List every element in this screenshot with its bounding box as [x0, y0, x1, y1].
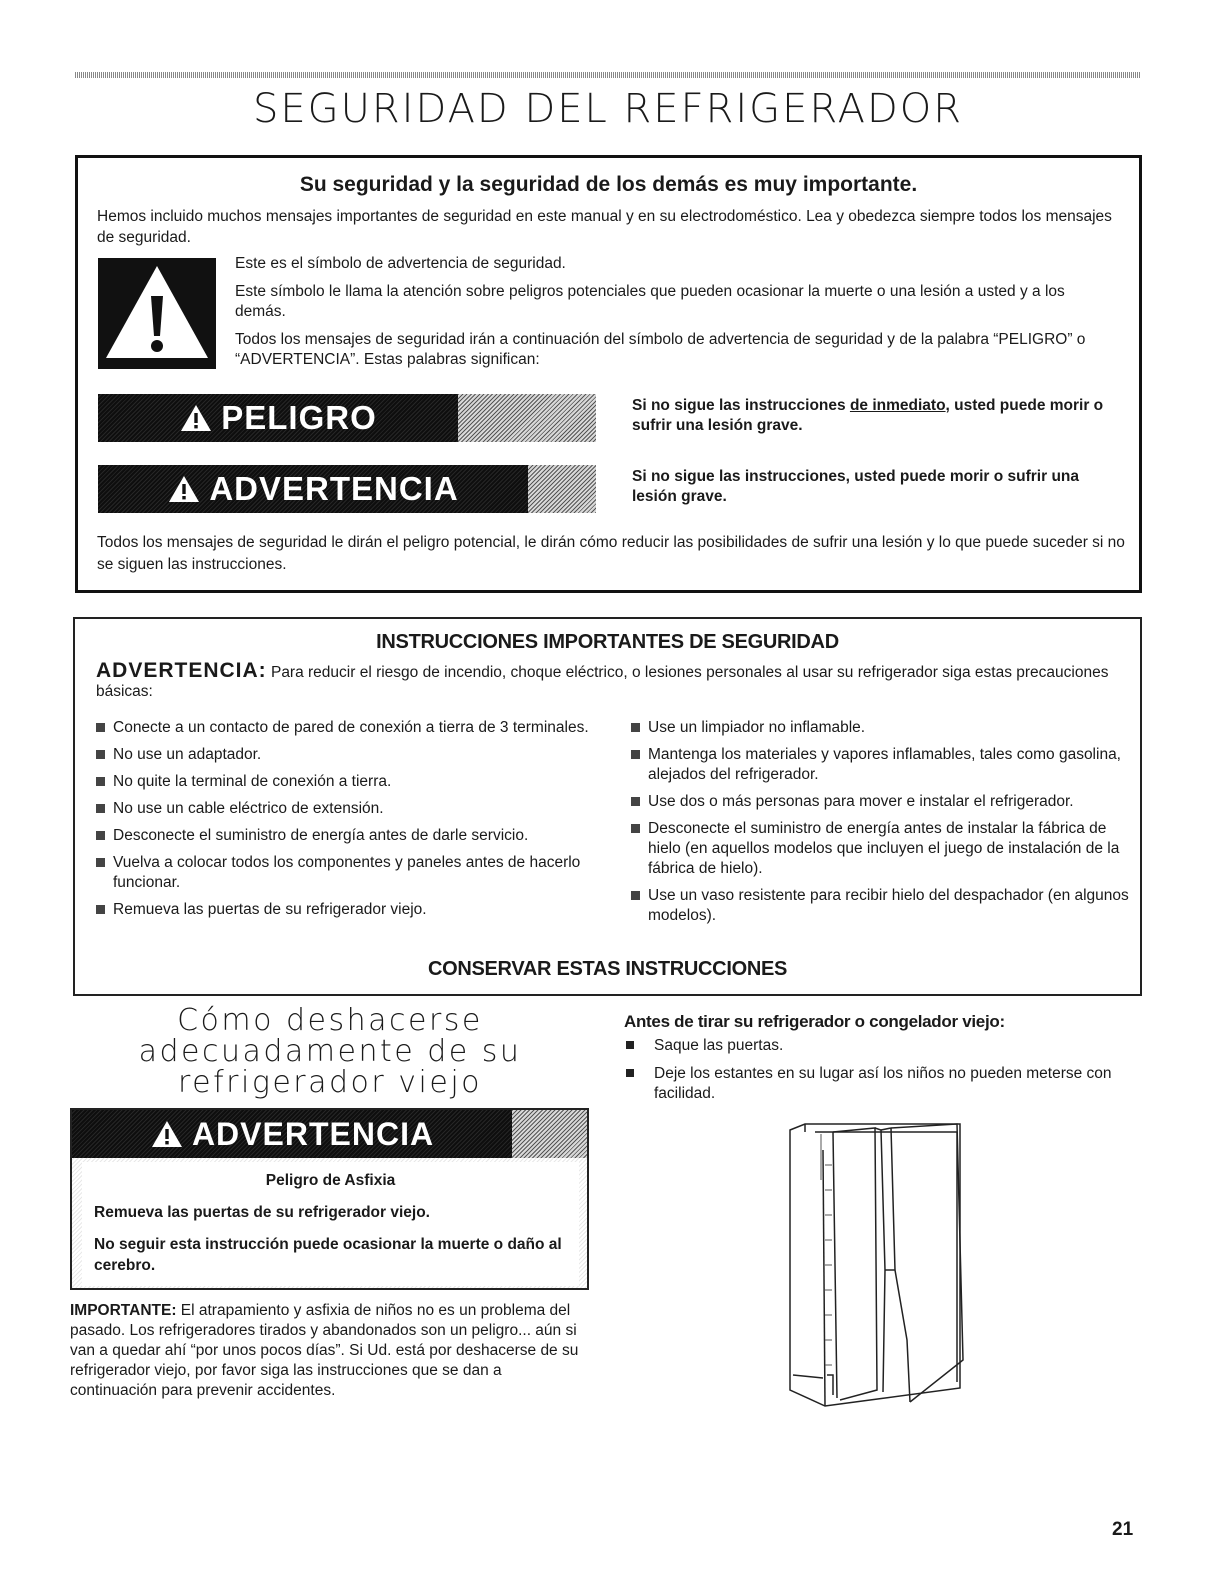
list-item: Conecte a un contacto de pared de conexión a tierra de 3 terminales.: [94, 718, 604, 738]
list-item: Remueva las puertas de su refrigerador viejo.: [94, 900, 604, 920]
alert-triangle-icon: [179, 403, 213, 433]
list-item: Use un limpiador no inflamable.: [629, 718, 1129, 738]
list-item: Desconecte el suministro de energía antes de darle servicio.: [94, 826, 604, 846]
list-item: Deje los estantes en su lugar así los niños no pueden meterse con facilidad.: [622, 1064, 1142, 1104]
page-title: SEGURIDAD DEL REFRIGERADOR: [252, 86, 964, 132]
precautions-left-list: [94, 718, 604, 927]
consequence-text: No seguir esta instrucción puede ocasionar la muerte o daño al cerebro.: [94, 1236, 562, 1274]
list-item: Saque las puertas.: [622, 1036, 1142, 1056]
keep-instructions-footer: CONSERVAR ESTAS INSTRUCCIONES: [427, 958, 788, 980]
advertencia-label: ADVERTENCIA: [209, 470, 459, 507]
advertencia-banner: [98, 465, 596, 513]
page-number: 21: [1112, 1519, 1134, 1540]
action-text: Remueva las puertas de su refrigerador viejo.: [94, 1204, 430, 1221]
important-instructions-box: [73, 617, 1142, 996]
peligro-description: Si no sigue las instrucciones de inmediato, usted puede morir o sufrir una lesión grave.: [632, 397, 1104, 434]
instructions-heading: INSTRUCCIONES IMPORTANTES DE SEGURIDAD: [376, 631, 839, 653]
list-item: Desconecte el suministro de energía antes de instalar la fábrica de hielo (en aquellos modelos que incluyen el juego de instalación de la fábrica de hielo).: [629, 819, 1129, 879]
advertencia-description: Si no sigue las instrucciones, usted puede morir o sufrir una lesión grave.: [632, 468, 1080, 505]
hazard-text: Peligro de Asfixia: [265, 1172, 396, 1189]
alert-triangle-icon: [167, 474, 201, 504]
peligro-label: PELIGRO: [221, 399, 377, 436]
top-rule: [75, 72, 1141, 78]
importante-paragraph: IMPORTANTE: El atrapamiento y asfixia de niños no es un problema del pasado. Los refrigeradores tirados y abandonados son un peligro... aún si van a quedar ahí “por unos pocos días”. Si Ud. está por deshacerse de su refrigerador viejo, por favor siga las instrucciones que se dan a continuación para prevenir accidentes.: [70, 1302, 579, 1399]
disposal-title: Cómo deshacerse adecuadamente de su refrigerador viejo: [138, 1003, 522, 1100]
instructions-warning: ADVERTENCIA: Para reducir el riesgo de incendio, choque eléctrico, o lesiones personales al usar su refrigerador siga estas precauciones básicas:: [96, 659, 1109, 700]
warning-label: ADVERTENCIA:: [96, 659, 267, 682]
list-item: Mantenga los materiales y vapores inflamables, tales como gasolina, alejados del refrigerador.: [629, 745, 1129, 785]
list-item: No use un adaptador.: [94, 745, 604, 765]
safety-importance-box: [75, 155, 1142, 593]
list-item: Use dos o más personas para mover e instalar el refrigerador.: [629, 792, 1129, 812]
symbol-line-2: Este símbolo le llama la atención sobre peligros potenciales que pueden ocasionar la muerte o una lesión a usted y a los demás.: [235, 283, 1065, 320]
list-item: No quite la terminal de conexión a tierra.: [94, 772, 604, 792]
before-disposal-list: [622, 1036, 1142, 1112]
list-item: Vuelva a colocar todos los componentes y paneles antes de hacerlo funcionar.: [94, 853, 604, 893]
safety-heading: Su seguridad y la seguridad de los demás es muy importante.: [299, 173, 918, 196]
suffocation-warning-box: [70, 1108, 589, 1290]
symbol-line-1: Este es el símbolo de advertencia de seguridad.: [235, 255, 566, 272]
list-item: Use un vaso resistente para recibir hielo del despachador (en algunos modelos).: [629, 886, 1129, 926]
list-item: No use un cable eléctrico de extensión.: [94, 799, 604, 819]
safety-intro: Hemos incluido muchos mensajes importantes de seguridad en este manual y en su electrodoméstico. Lea y obedezca siempre todos los mensajes de seguridad.: [97, 208, 1112, 246]
alert-triangle-icon: [150, 1119, 184, 1149]
before-disposal-heading: Antes de tirar su refrigerador o congelador viejo:: [624, 1012, 1005, 1031]
precautions-right-list: [629, 718, 1129, 933]
advertencia-banner: [72, 1110, 587, 1158]
advertencia-label: ADVERTENCIA: [191, 1115, 435, 1152]
safety-closing: Todos los mensajes de seguridad le dirán el peligro potencial, le dirán cómo reducir las posibilidades de sufrir una lesión y lo que puede suceder si no se siguen las instrucciones.: [97, 534, 1125, 573]
safety-alert-icon: [98, 258, 216, 369]
peligro-banner: [98, 394, 596, 442]
refrigerator-illustration: [785, 1120, 990, 1410]
symbol-line-3: Todos los mensajes de seguridad irán a continuación del símbolo de advertencia de seguridad y de la palabra “PELIGRO” o “ADVERTENCIA”. Estas palabras significan:: [235, 331, 1086, 368]
